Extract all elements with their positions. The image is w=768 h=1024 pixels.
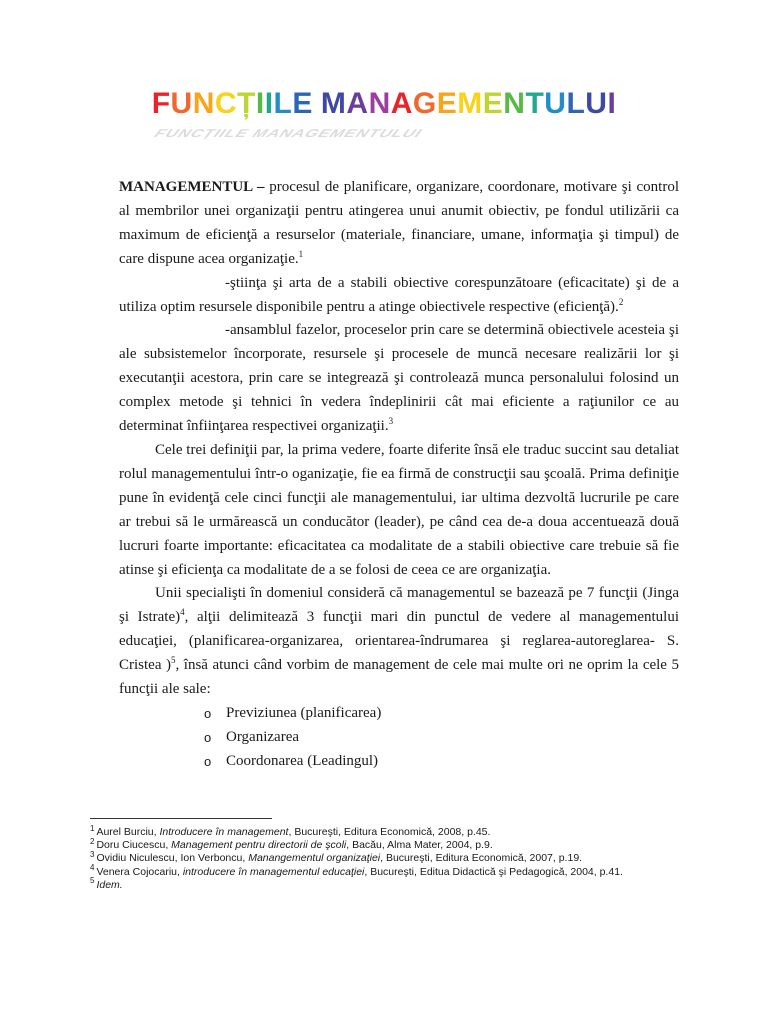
footnote-title: Idem.	[96, 878, 123, 891]
list-item-label: Coordonarea (Leadingul)	[226, 752, 379, 769]
title-letter: M	[457, 87, 483, 120]
title-letter: G	[412, 87, 437, 120]
paragraph-definition-1	[119, 176, 679, 272]
functions-list	[119, 702, 679, 774]
title-letter: N	[368, 87, 391, 120]
title-letter: A	[346, 87, 369, 120]
footnote-number: 3	[90, 849, 95, 859]
title-reflection: FUNCȚIILE MANAGEMENTULUI	[150, 128, 426, 140]
footnote-publisher: , Bacău, Alma Mater, 2004, p.9.	[346, 839, 493, 852]
footnote-title: Management pentru directorii de şcoli	[171, 839, 347, 852]
definition-2-text: -ştiinţa şi arta de a stabili obiective corespunzătoare (eficacitate) şi de a utiliza optim resursele disponibile pentru a atinge obiectivele respective (eficienţă).	[119, 274, 679, 315]
footnotes	[90, 823, 690, 892]
footnote-ref-3[interactable]: 3	[388, 416, 394, 427]
functions-text-b: , alţii delimitează 3 funcţii mari din punctul de vedere al managementului educaţiei, (planificarea-organizarea, orientarea-îndrumarea şi reglarea-autoreglarea- S. Cristea )	[119, 609, 679, 674]
page-title	[152, 86, 617, 122]
footnote-number: 1	[90, 823, 95, 833]
title-wrap	[0, 86, 768, 122]
footnote-5	[90, 876, 690, 892]
footnote-title: introducere în managementul educaţiei	[182, 865, 365, 878]
footnote-ref-5[interactable]: 5	[171, 655, 176, 666]
list-item	[119, 702, 679, 726]
title-letter: C	[214, 87, 238, 120]
footnote-number: 2	[90, 836, 95, 846]
title-letter: M	[320, 87, 347, 120]
bullet-icon: o	[204, 729, 212, 745]
definition-1-text: procesul de planificare, organizare, coordonare, motivare şi control al membrilor unei organizaţii pentru atingerea unui anumit obiectiv, pe fondul utilizării ca maximum de eficienţă a resurselor (materiale, financiare, umane, informaţia şi timpul) de care dispune acea organizaţie.	[119, 179, 679, 267]
list-item-label: Previziunea (planificarea)	[226, 704, 382, 721]
footnote-author: Doru Ciucescu,	[96, 839, 172, 852]
bullet-icon: o	[204, 753, 212, 769]
title-letter: I	[607, 87, 617, 120]
title-letter: Ț	[237, 87, 256, 120]
term-management: MANAGEMENTUL –	[119, 179, 265, 195]
footnote-publisher: , Bucureşti, Editura Economică, 2008, p.45.	[288, 826, 491, 838]
list-item	[119, 726, 679, 750]
footnote-author: Venera Cojocariu,	[96, 865, 183, 878]
footnote-ref-2[interactable]: 2	[618, 296, 624, 307]
title-letter: N	[503, 87, 526, 120]
title-letter: E	[436, 87, 458, 120]
footnote-publisher: , Bucureşti, Editura Economică, 2007, p.19.	[380, 852, 583, 865]
title-letter: E	[292, 87, 313, 120]
bullet-icon: o	[204, 705, 212, 721]
paragraph-functions	[119, 582, 679, 702]
title-letter: U	[585, 87, 608, 120]
paragraph-discussion	[119, 439, 679, 582]
footnote-publisher: , Bucureşti, Editua Didactică şi Pedagogică, 2004, p.41.	[364, 865, 623, 878]
footnote-4	[90, 863, 690, 879]
title-letter: F	[151, 87, 171, 120]
title-letter: E	[482, 87, 504, 120]
title-letter: N	[192, 87, 215, 120]
definition-3-text: -ansamblul fazelor, proceselor prin care se determină obiectivele acesteia şi ale subsistemelor încorporate, resursele şi procesele de muncă necesare realizării lor şi executanţii acestora, prin care se integrează şi controlează munca personalului folosind un complex metode şi tehnici în vedera îndeplinirii cât mai eficiente a raţiunilor ce au determinat înfiinţarea respectivei organizaţii.	[119, 322, 679, 435]
title-letter: L	[566, 87, 586, 120]
title-letter: T	[525, 87, 545, 120]
functions-text-a: Unii specialişti în domeniul consideră că managementul se bazează pe 7 funcţii (Jinga şi Istrate)	[119, 585, 679, 626]
footnote-1	[90, 823, 690, 839]
body-text	[119, 176, 679, 774]
functions-text-c: , însă atunci când vorbim de management de cele mai multe ori ne oprim la cele 5 funcţii ale sale:	[119, 657, 679, 698]
title-letter: U	[544, 87, 567, 120]
footnote-ref-4[interactable]: 4	[180, 607, 185, 618]
title-letter: L	[273, 87, 293, 120]
footnote-3	[90, 849, 690, 865]
list-item-label: Organizarea	[226, 728, 300, 745]
discussion-text: Cele trei definiţii par, la prima vedere, foarte diferite însă ele traduc succint sau detaliat rolul managementului într-o oganizaţie, fie ea firmă de construcţii sau şcoală. Prima definiţie pune în evidenţă cele cinci funcţii ale managementului, iar ultima dezvoltă lucrurile pe care ar trebui să le urmărească un conducător (leader), pe când cea de-a doua accentuează două lucruri foarte importante: eficacitatea ca modalitate de a stabili obiective care trebuie să fie atinse şi eficienţa ca modalitate de a se folosi de ceea ce are organizaţia.	[119, 441, 679, 578]
footnote-2	[90, 836, 690, 852]
paragraph-definition-3	[119, 319, 679, 439]
list-item	[119, 750, 679, 774]
paragraph-definition-2	[119, 272, 679, 320]
title-letter: I	[264, 87, 274, 120]
footnote-separator	[90, 818, 272, 819]
footnote-title: Introducere în management	[159, 826, 289, 838]
footnote-author: Ovidiu Niculescu, Ion Verboncu,	[96, 852, 249, 865]
footnote-number: 4	[90, 863, 95, 873]
footnote-title: Manangementul organizaţiei	[248, 852, 381, 865]
footnote-ref-1[interactable]: 1	[298, 248, 304, 259]
title-letter: U	[170, 87, 193, 120]
footnote-author: Aurel Burciu,	[96, 826, 160, 838]
title-letter: I	[255, 87, 265, 120]
title-letter: A	[390, 87, 413, 120]
footnote-number: 5	[90, 876, 95, 886]
